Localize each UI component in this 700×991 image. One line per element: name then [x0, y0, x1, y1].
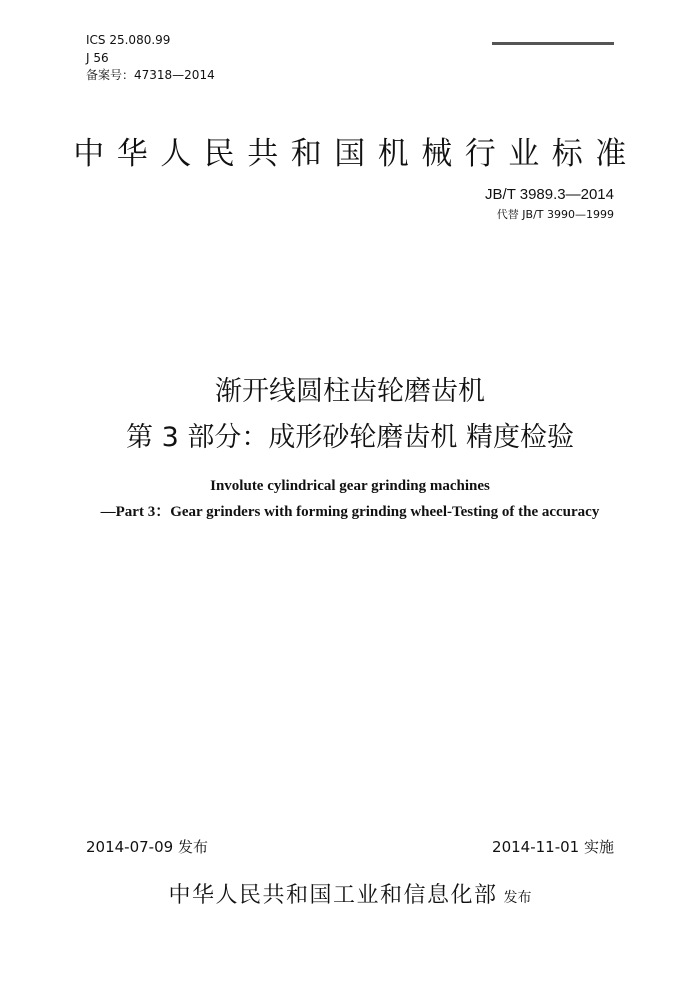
standard-number: JB/T 3989.3—2014 — [485, 186, 614, 203]
record-number: 备案号：47318—2014 — [86, 68, 215, 82]
issue-date: 2014-07-09 发布 — [86, 838, 208, 856]
chinese-title-line-2: 第 3 部分：成形砂轮磨齿机 精度检验 — [126, 422, 574, 453]
ccs-code: J 56 — [86, 51, 109, 65]
ics-code: ICS 25.080.99 — [86, 33, 171, 47]
replaces-standard: 代替 JB/T 3990—1999 — [496, 208, 614, 221]
publisher-suffix: 发布 — [503, 890, 532, 906]
standard-body-title: 中华人民共和国机械行业标准 — [73, 136, 639, 172]
publisher — [0, 878, 700, 909]
chinese-title-line-1: 渐开线圆柱齿轮磨齿机 — [215, 376, 485, 407]
english-title-line-2: —Part 3：Gear grinders with forming grinding wheel-Testing of the accuracy — [100, 504, 600, 520]
header-rule — [492, 42, 614, 45]
implementation-date: 2014-11-01 实施 — [492, 838, 614, 856]
english-title-line-1: Involute cylindrical gear grinding machines — [210, 478, 490, 494]
publisher-name: 中华人民共和国工业和信息化部 — [168, 883, 498, 908]
